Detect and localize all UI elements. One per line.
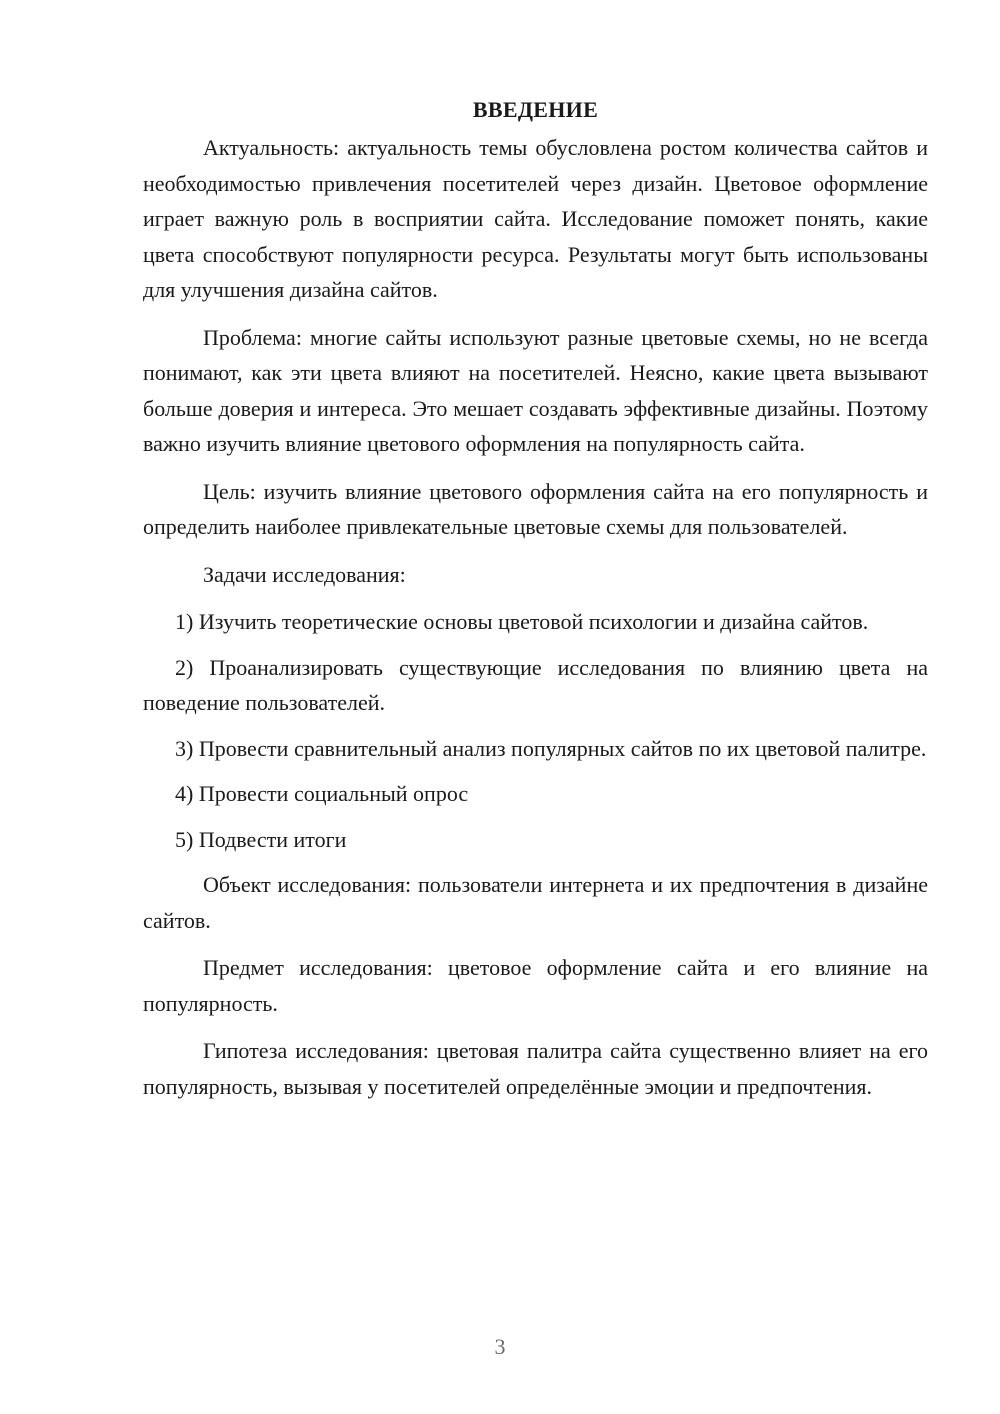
- paragraph-problem: Проблема: многие сайты используют разные цветовые схемы, но не всегда понимают, как эти цвета влияют на посетителей. Неясно, какие цвета вызывают больше доверия и интереса. Это мешает создавать эффективные дизайны. Поэтому важно изучить влияние цветового оформления на популярность сайта.: [143, 324, 928, 456]
- paragraph-subject: Предмет исследования: цветовое оформление сайта и его влияние на популярность.: [143, 955, 928, 1016]
- section-heading: ВВЕДЕНИЕ: [472, 97, 599, 122]
- paragraph-object: Объект исследования: пользователи интернета и их предпочтения в дизайне сайтов.: [143, 872, 928, 933]
- document-page: [143, 92, 928, 1116]
- paragraph-relevance: Актуальность: актуальность темы обусловлена ростом количества сайтов и необходимостью привлечения посетителей через дизайн. Цветовое оформление играет важную роль в восприятии сайта. Исследование поможет понять, какие цвета способствуют популярности ресурса. Результаты могут быть использованы для улучшения дизайна сайтов.: [143, 135, 928, 302]
- task-item-5: 5) Подвести итоги: [175, 826, 347, 852]
- page-number: 3: [494, 1334, 506, 1359]
- task-item-3: 3) Провести сравнительный анализ популярных сайтов по их цветовой палитре.: [175, 735, 927, 761]
- task-item-4: 4) Провести социальный опрос: [175, 781, 469, 806]
- tasks-title: Задачи исследования:: [203, 561, 406, 587]
- paragraph-hypothesis: Гипотеза исследования: цветовая палитра сайта существенно влияет на его популярность, вызывая у посетителей определённые эмоции и предпочтения.: [143, 1038, 928, 1099]
- paragraph-goal: Цель: изучить влияние цветового оформления сайта на его популярность и определить наиболее привлекательные цветовые схемы для пользователей.: [143, 478, 928, 539]
- task-item-1: 1) Изучить теоретические основы цветовой психологии и дизайна сайтов.: [175, 609, 869, 634]
- task-item-2: 2) Проанализировать существующие исследования по влиянию цвета на поведение пользователей.: [143, 654, 928, 715]
